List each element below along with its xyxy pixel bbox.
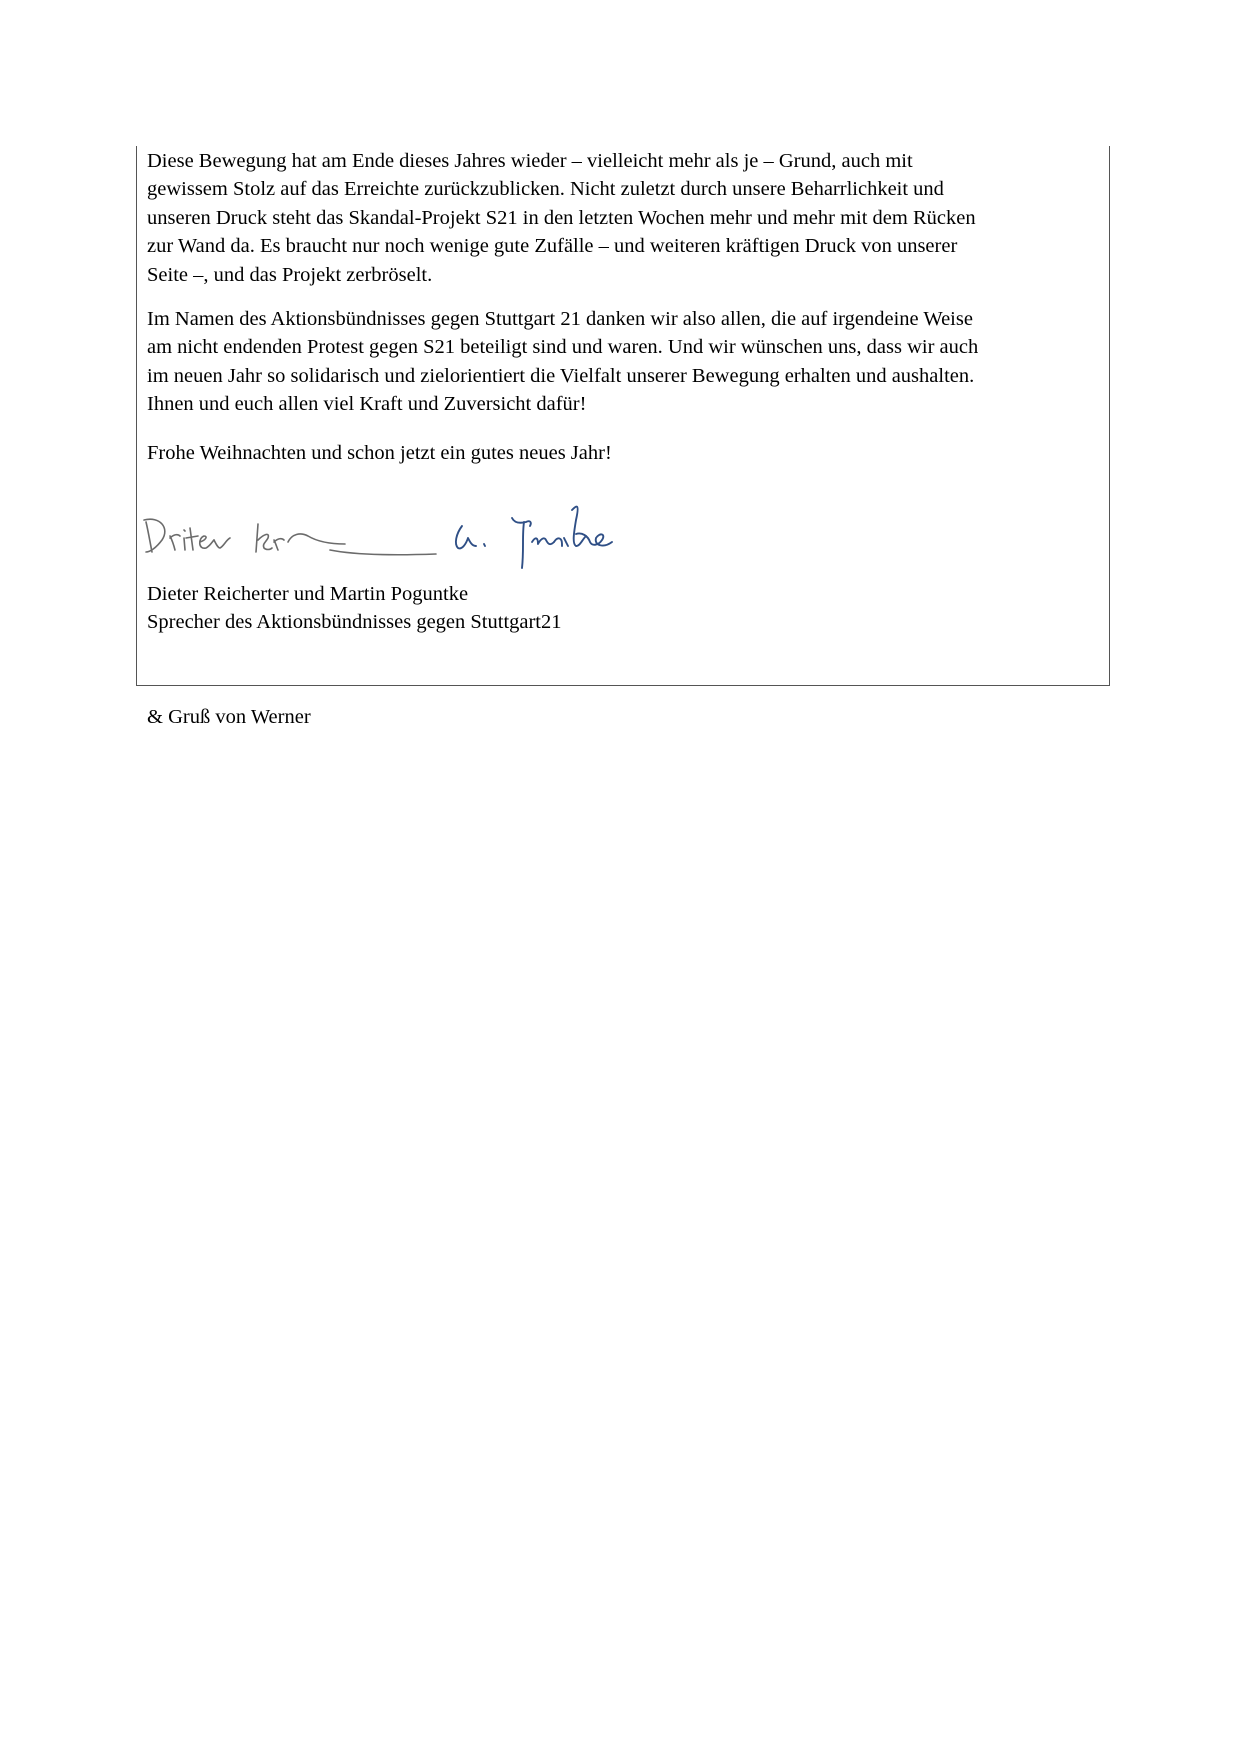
paragraph-movement: Diese Bewegung hat am Ende dieses Jahres wieder – vielleicht mehr als je – Grund, auch mit gewissem Stolz auf das Erreichte zurückzublicken. Nicht zuletzt durch unsere Beharrlichkeit und unseren Druck steht das Skandal-Projekt S21 in den letzten Wochen mehr und mehr mit dem Rücken zur Wand da. Es braucht nur noch wenige gute Zufälle – und weiteren kräftigen Druck von unserer Seite –, und das Projekt zerbröselt.: [147, 150, 976, 286]
signature-poguntke: [456, 507, 612, 568]
signature-images: [140, 480, 660, 570]
signature-reicherter: [144, 519, 436, 555]
closing-greeting: & Gruß von Werner: [147, 706, 311, 728]
signer-names: Dieter Reicherter und Martin Poguntke: [147, 583, 469, 605]
signatures: [140, 480, 660, 570]
signer-role: Sprecher des Aktionsbündnisses gegen Stuttgart21: [147, 611, 562, 633]
paragraph-season-greeting: Frohe Weihnachten und schon jetzt ein gutes neues Jahr!: [147, 442, 612, 464]
paragraph-thanks: Im Namen des Aktionsbündnisses gegen Stuttgart 21 danken wir also allen, die auf irgendeine Weise am nicht endenden Protest gegen S21 beteiligt sind und waren. Und wir wünschen uns, dass wir auch im neuen Jahr so solidarisch und zielorientiert die Vielfalt unserer Bewegung erhalten und aushalten. Ihnen und euch allen viel Kraft und Zuversicht dafür!: [147, 308, 979, 416]
